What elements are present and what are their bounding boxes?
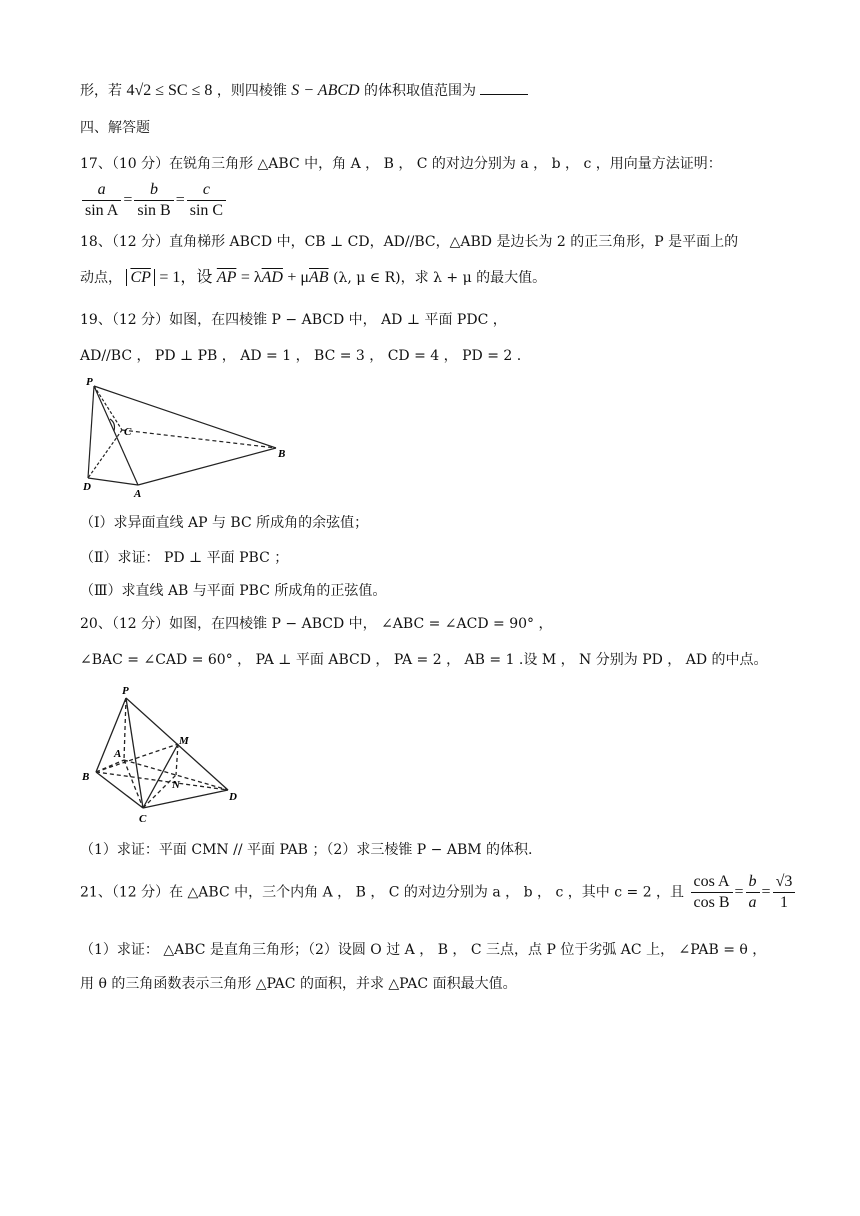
q17-f2-den: sin B <box>137 202 171 219</box>
q16-condition: 4√2 ≤ SC ≤ 8 <box>126 82 213 99</box>
q21-fraction-cos <box>691 872 733 913</box>
fig19-label-b: B <box>278 448 286 460</box>
q18-ab-vector: $\overline{AB}$ <box>309 269 329 286</box>
q16-mid: ，则四棱锥 <box>216 83 287 99</box>
q20-line2: ∠BAC = ∠CAD = 60° ， PA ⊥ 平面 ABCD ， PA = 2 ， AB = 1 .设 M ， N 分别为 PD ， AD 的中点。 <box>80 652 768 668</box>
q19-sub3: （Ⅲ）求直线 AB 与平面 PBC 所成角的正弦值。 <box>80 583 387 599</box>
q17-text: 17、（10 分）在锐角三角形 △ABC 中，角 A ， B ， C 的对边分别为 a ， b ， c ，用向量方法证明： <box>80 156 722 172</box>
fig19-label-p: P <box>86 376 93 388</box>
q18-ad-vector: $\overline{AD}$ <box>261 269 283 286</box>
fig20-label-m: M <box>179 735 189 747</box>
q20-pyramid-figure <box>78 682 248 827</box>
q21-f3-den: 1 <box>779 894 788 911</box>
q20-sub1: （1）求证：平面 CMN // 平面 PAB ；（2）求三棱锥 P − ABM 的体积. <box>80 842 533 858</box>
q21-head: 21、（12 分）在 △ABC 中，三个内角 A ， B ， C 的对边分别为 a ， b ， c ，其中 c = 2 ，且 <box>80 884 685 901</box>
q19-sub2: （Ⅱ）求证： PD ⊥ 平面 PBC ； <box>80 550 289 566</box>
q21-fraction-sqrt3 <box>773 872 796 913</box>
q17-f1-num: a <box>82 180 121 201</box>
q17-f3-den: sin C <box>189 202 224 219</box>
q19-pyramid-figure <box>80 375 295 500</box>
fig20-label-a: A <box>114 748 122 760</box>
q19-sub1: （Ⅰ）求异面直线 AP 与 BC 所成角的余弦值； <box>80 515 369 531</box>
q21-f1-den: cos B <box>693 894 730 911</box>
q16-suffix: 的体积取值范围为 <box>364 83 477 99</box>
fig20-label-d: D <box>229 791 237 803</box>
q19-line2: AD//BC ， PD ⊥ PB ， AD = 1 ， BC = 3 ， CD = 4 ， PD = 2 . <box>80 348 522 364</box>
q16-tail-line <box>80 80 528 101</box>
fig19-label-a: A <box>134 488 142 500</box>
q17-fraction-a <box>82 180 121 221</box>
q20-line1: 20、（12 分）如图，在四棱锥 P − ABCD 中， ∠ABC = ∠ACD = 90° ， <box>80 616 553 632</box>
q21-head-line: 21、（12 分）在 △ABC 中，三个内角 A ， B ， C 的对边分别为 a ， b ， c ，其中 c = 2 ，且 $\frac{\text{cos A}}{\text{cos B}}$ = $\frac{b}{a}$ = $\frac{√3}{1}$ <box>80 872 797 913</box>
q18-l2d: + μ <box>287 269 310 286</box>
q18-cp-vector: $\overline{CP}$ <box>126 269 154 286</box>
fig19-label-d: D <box>83 481 91 493</box>
q21-f1-num: cos A <box>691 872 733 893</box>
fig20-label-c: C <box>139 813 147 825</box>
q17-formula: $\frac{a}{\text{sin A}}$ = $\frac{b}{\text{sin B}}$ = $\frac{c}{\text{sin C}}$ <box>80 180 228 221</box>
q17-f3-num: c <box>187 180 226 201</box>
q21-line2: （1）求证： △ABC 是直角三角形；（2）设圆 O 过 A ， B ， C 三点，点 P 位于劣弧 AC 上， ∠PAB = θ ， <box>80 942 767 958</box>
q21-line3: 用 θ 的三角函数表示三角形 △PAC 的面积，并求 △PAC 面积最大值。 <box>80 976 517 992</box>
fig20-label-p: P <box>122 685 129 697</box>
q21-fraction-ba <box>746 872 760 913</box>
q18-l2c: = λ <box>240 269 262 286</box>
answer-blank <box>480 80 528 95</box>
q21-f2-num: b <box>746 872 760 893</box>
q16-prefix: 形，若 <box>80 83 122 99</box>
q17-f2-num: b <box>134 180 173 201</box>
q21-f3-num: √3 <box>773 872 796 893</box>
q17-f1-den: sin A <box>85 202 119 219</box>
q17-fraction-b <box>134 180 173 221</box>
fig20-label-n: N <box>172 779 180 791</box>
q18-ap-vector: $\overline{AP}$ <box>216 269 237 286</box>
q18-l2b: = 1，设 <box>159 269 213 286</box>
section-heading: 四、解答题 <box>80 120 150 136</box>
fig19-label-c: C <box>124 426 132 438</box>
q16-solid: S − ABCD <box>291 82 360 99</box>
q17-fraction-c <box>187 180 226 221</box>
q18-l2a: 动点， <box>80 270 122 286</box>
q18-line2 <box>80 268 546 288</box>
q18-line1: 18、（12 分）直角梯形 ABCD 中，CB ⊥ CD，AD//BC，△ABD 是边长为 2 的正三角形，P 是平面上的 <box>80 234 739 250</box>
fig20-label-b: B <box>82 771 90 783</box>
q18-l2e: (λ, μ ∈ R)，求 λ + μ 的最大值。 <box>333 270 547 286</box>
q21-f2-den: a <box>748 894 757 911</box>
q19-line1: 19、（12 分）如图，在四棱锥 P − ABCD 中， AD ⊥ 平面 PDC ， <box>80 312 507 328</box>
